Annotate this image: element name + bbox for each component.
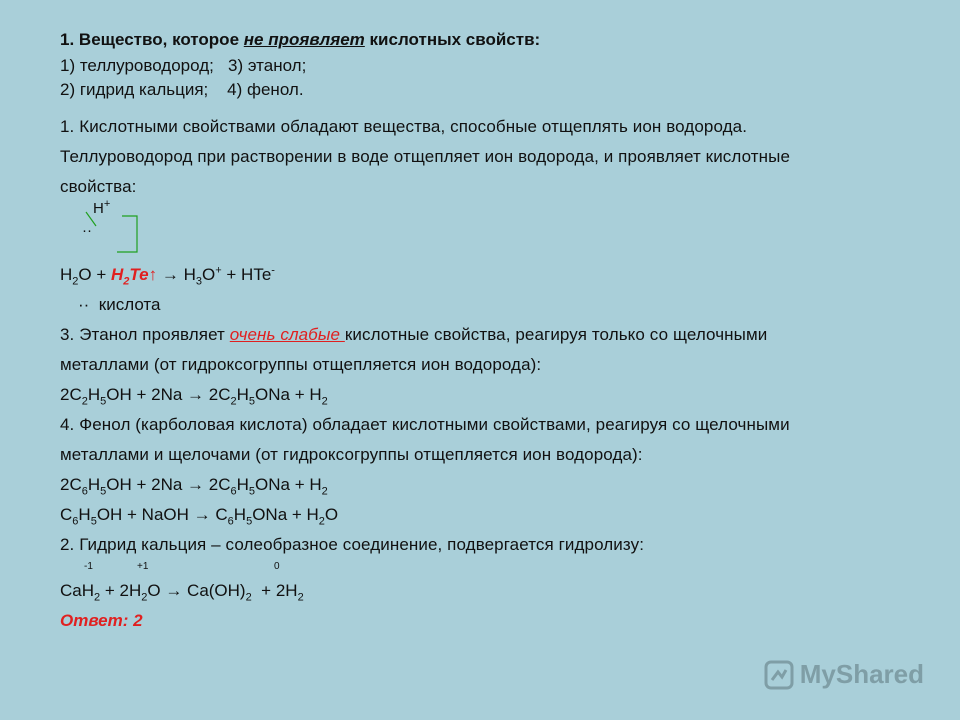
question-negation: не проявляет (243, 30, 365, 49)
question-suffix: кислотных свойств: (369, 30, 541, 49)
oxidation-state-h-plus: +1 (137, 561, 149, 572)
explanation-4-line2: металлами и щелочами (от гидроксогруппы отщепляется ион водорода): (60, 445, 643, 464)
proton-arrow-icon (80, 198, 150, 260)
explanation-1-line2: Теллуроводород при растворении в воде отщепляет ион водорода, и проявляет кислотные (60, 147, 791, 166)
question-number: 1. (60, 30, 75, 49)
explanation-3-suffix: кислотные свойства, реагируя только со щелочными (344, 325, 768, 344)
watermark (764, 659, 924, 690)
lone-pair-dots: ·· (82, 222, 92, 239)
answer: Ответ: 2 (60, 611, 143, 630)
equation-phenol-sodium: $2C_6H_5OH + 2Na \to 2C_6H_5ONa + H_2$ (60, 475, 328, 498)
question-prefix: Вещество, которое (78, 30, 240, 49)
slide-content (60, 28, 920, 636)
explanation-3-line1 (60, 320, 920, 350)
explanation-3-highlight: очень слабые (229, 325, 345, 344)
oxidation-states (60, 560, 920, 576)
explanation-2: 2. Гидрид кальция – солеобразное соединение, подвергается гидролизу: (60, 535, 645, 554)
explanation-3-line2: металлами (от гидроксогруппы отщепляется ион водорода): (60, 355, 542, 374)
oxidation-state-zero: 0 (274, 561, 280, 572)
equation-phenol-naoh: $C_6H_5OH$ + NaOH → $C_6H_5ONa + H_2O$ (60, 505, 339, 528)
h-plus-label: H+ (93, 198, 111, 217)
acid-label: ·· кислота (78, 295, 161, 314)
option-line: 2) гидрид кальция; 4) фенол. (60, 80, 304, 99)
explanation-1-line3: свойства: (60, 177, 137, 196)
oxidation-state-h-minus: -1 (84, 561, 93, 572)
proton-transfer-diagram (60, 198, 920, 260)
share-logo-icon (764, 660, 794, 690)
explanation-4-line1: 4. Фенол (карболовая кислота) обладает кислотными свойствами, реагируя со щелочными (60, 415, 790, 434)
question-title (60, 28, 920, 54)
equation-calcium-hydride: $CaH_2 + 2H_2O \to Ca(OH)_2 + 2H_2$ (60, 581, 304, 604)
watermark-text: MyShared (799, 659, 924, 689)
equation-tellurium: $H_2O$ + $H_2Te↑ \to H_3O^+ + HTe^-$ (60, 264, 275, 288)
option-line: 1) теллуроводород; 3) этанол; (60, 56, 307, 75)
explanation-1-line1: 1. Кислотными свойствами обладают вещества, способные отщеплять ион водорода. (60, 117, 748, 136)
equation-ethanol: $2C_2H_5OH + 2Na \to 2C_2H_5ONa + H_2$ (60, 385, 328, 408)
explanation-3-prefix: 3. Этанол проявляет (60, 325, 230, 344)
